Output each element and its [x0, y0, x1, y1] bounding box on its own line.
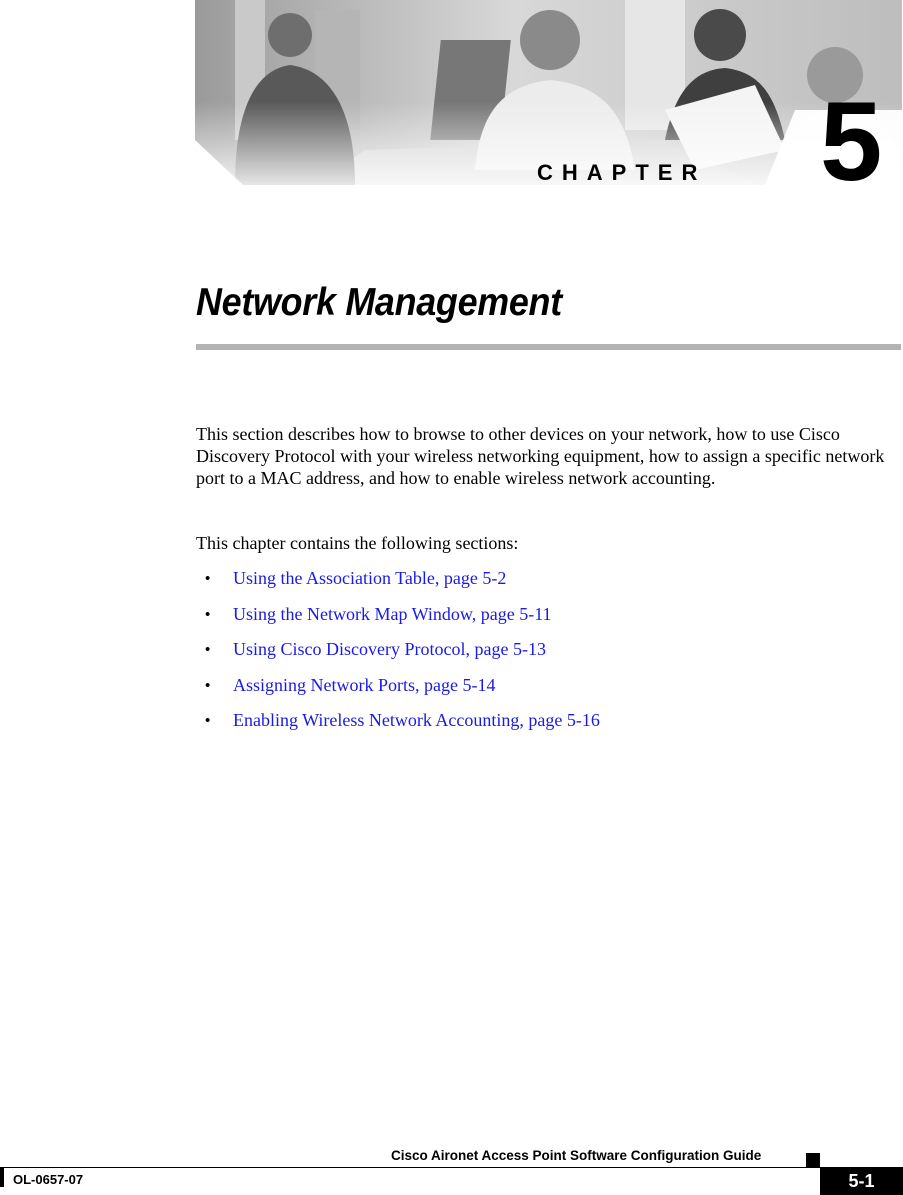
section-link-cisco-discovery-protocol[interactable]: Using Cisco Discovery Protocol, page 5-13: [233, 639, 546, 659]
bullet-icon: •: [205, 642, 211, 658]
footer-marker: [806, 1153, 820, 1167]
doc-number: OL-0657-07: [13, 1172, 84, 1187]
sections-lead-in: This chapter contains the following sections:: [196, 533, 519, 553]
section-link-assigning-network-ports[interactable]: Assigning Network Ports, page 5-14: [233, 674, 496, 695]
footer-guide-title: Cisco Aironet Access Point Software Configuration Guide: [391, 1148, 762, 1163]
page-title: Network Management: [196, 281, 562, 324]
chapter-banner-photo: [195, 0, 902, 185]
section-link-association-table[interactable]: Using the Association Table, page 5-2: [233, 568, 507, 588]
page-number: 5-1: [820, 1168, 903, 1195]
footer-divider: [0, 1167, 903, 1168]
bullet-icon: •: [205, 713, 211, 729]
chapter-number: 5: [820, 79, 883, 204]
intro-paragraph: This section describes how to browse to other devices on your network, how to use Cisco Discovery Protocol with your wireless networking equipment, how to assign a specific network port to a MAC address, and how to enable wireless network accounting.: [196, 424, 885, 488]
banner-photo-illustration: [195, 0, 902, 185]
chapter-label: CHAPTER: [537, 160, 707, 185]
bullet-icon: •: [205, 571, 211, 587]
section-link-wireless-network-accounting[interactable]: Enabling Wireless Network Accounting, page 5-16: [233, 710, 600, 730]
section-link-network-map-window[interactable]: Using the Network Map Window, page 5-11: [233, 603, 552, 624]
bullet-icon: •: [205, 606, 211, 623]
title-divider: [196, 344, 901, 350]
footer-tick: [0, 1168, 4, 1187]
bullet-icon: •: [205, 677, 211, 694]
